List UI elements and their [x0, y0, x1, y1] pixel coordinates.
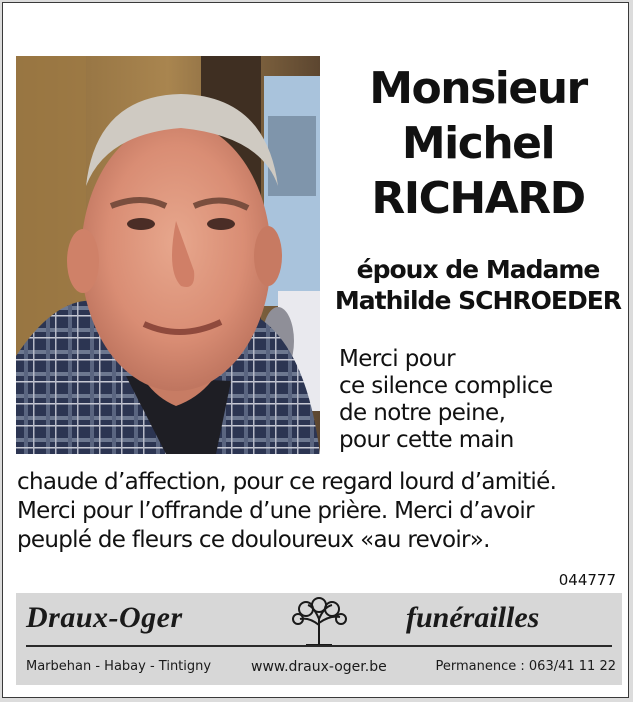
service-label: funérailles: [406, 601, 540, 634]
poem-line: chaude d’affection, pour ce regard lourd d’amitié.: [17, 469, 557, 495]
spouse-info: [333, 254, 623, 316]
poem-line: Merci pour: [339, 346, 455, 372]
deceased-first-name: Michel: [401, 118, 555, 169]
spouse-line-2: Mathilde SCHROEDER: [334, 286, 622, 315]
website-link[interactable]: www.draux-oger.be: [251, 659, 387, 675]
poem-line: de notre peine,: [339, 400, 506, 426]
spouse-line-1: époux de Madame: [356, 255, 600, 284]
phone-permanence: Permanence : 063/41 11 22: [435, 659, 616, 674]
deceased-last-name: RICHARD: [371, 173, 585, 224]
portrait-photo: [16, 56, 320, 454]
poem-line: peuplé de fleurs ce douloureux «au revoir».: [17, 527, 490, 553]
poem-continuation: [17, 468, 617, 555]
locations: Marbehan - Habay - Tintigny: [26, 659, 212, 674]
poem-intro: [339, 346, 619, 454]
poem-line: Merci pour l’offrande d’une prière. Merci d’avoir: [17, 498, 534, 524]
tree-icon: [284, 597, 354, 652]
poem-line: ce silence complice: [339, 373, 553, 399]
reference-number: 044777: [558, 571, 616, 589]
deceased-name: [338, 61, 618, 226]
funeral-home-banner: [16, 593, 622, 685]
poem-line: pour cette main: [339, 427, 514, 453]
obituary-notice: [2, 2, 629, 698]
divider: [26, 645, 612, 647]
deceased-title: Monsieur: [369, 63, 587, 114]
brand-name: Draux-Oger: [26, 601, 183, 634]
